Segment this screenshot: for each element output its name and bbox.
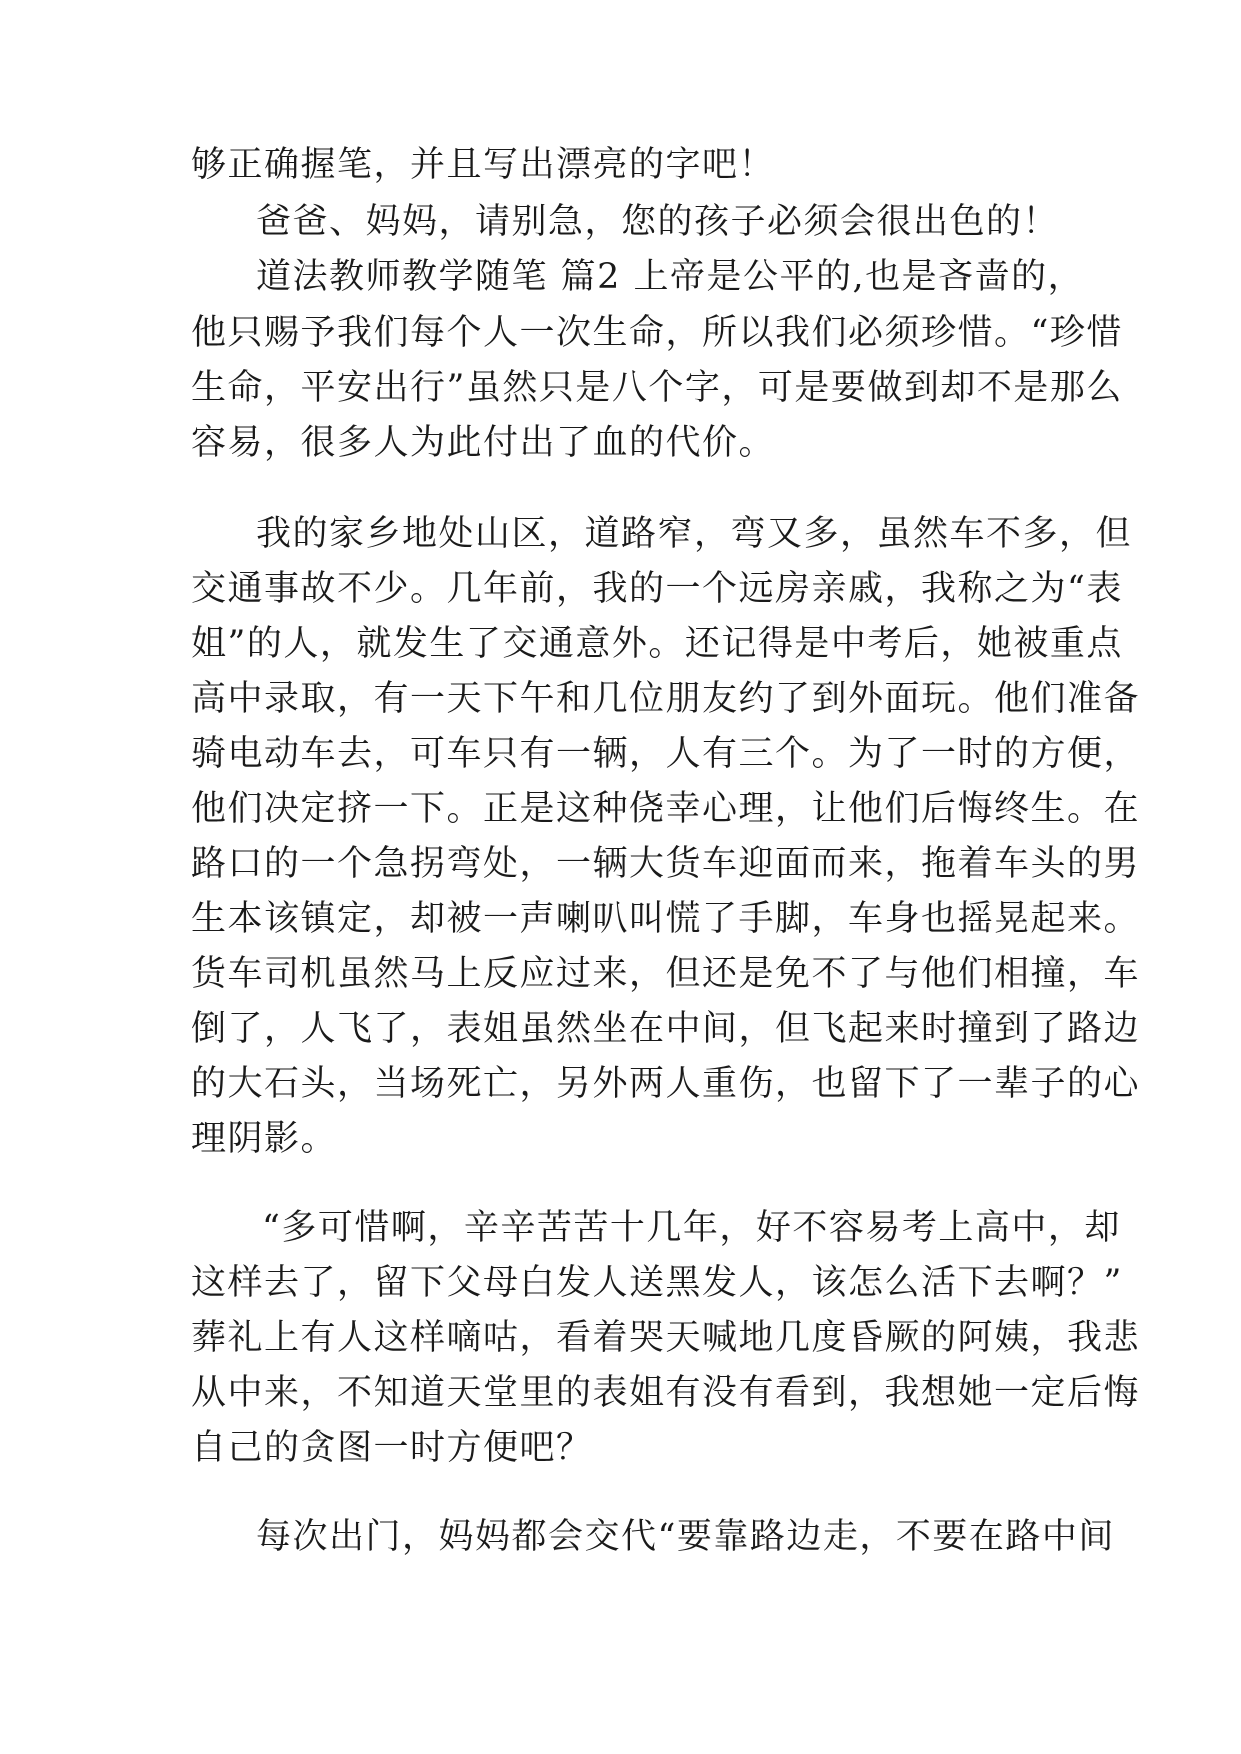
text-line: 交通事故不少。几年前，我的一个远房亲戚，我称之为“表 xyxy=(191,569,1123,609)
text-line: 货车司机虽然马上反应过来，但还是免不了与他们相撞，车 xyxy=(191,954,1141,994)
text-line: 葬礼上有人这样嘀咕，看着哭天喊地几度昏厥的阿姨，我悲 xyxy=(191,1318,1141,1358)
text-line: 骑电动车去，可车只有一辆，人有三个。为了一时的方便， xyxy=(191,734,1141,774)
text-line: 他们决定挤一下。正是这种侥幸心理，让他们后悔终生。在 xyxy=(191,789,1141,829)
text-line: 自己的贪图一时方便吧？ xyxy=(191,1428,593,1468)
text-line: 路口的一个急拐弯处，一辆大货车迎面而来，拖着车头的男 xyxy=(191,844,1141,884)
text-line: 理阴影。 xyxy=(191,1119,338,1159)
text-line: 生命，平安出行”虽然只是八个字，可是要做到却不是那么 xyxy=(191,368,1123,408)
section-heading-line: 道法教师教学随笔 篇2 上帝是公平的,也是吝啬的， xyxy=(256,257,1085,297)
text-line: 容易，很多人为此付出了血的代价。 xyxy=(191,423,776,463)
text-line: 爸爸、妈妈，请别急，您的孩子必须会很出色的！ xyxy=(256,202,1060,242)
text-line: 姐”的人，就发生了交通意外。还记得是中考后，她被重点 xyxy=(191,624,1123,664)
text-line: 高中录取，有一天下午和几位朋友约了到外面玩。他们准备 xyxy=(191,679,1141,719)
text-line: 这样去了，留下父母白发人送黑发人，该怎么活下去啊？” xyxy=(191,1263,1123,1303)
text-line: 每次出门，妈妈都会交代“要靠路边走，不要在路中间 xyxy=(256,1517,1115,1557)
text-line: 我的家乡地处山区，道路窄，弯又多，虽然车不多，但 xyxy=(256,514,1133,554)
text-line: 生本该镇定，却被一声喇叭叫慌了手脚，车身也摇晃起来。 xyxy=(191,899,1141,939)
text-line: 够正确握笔，并且写出漂亮的字吧！ xyxy=(191,145,776,185)
text-line: 的大石头，当场死亡，另外两人重伤，也留下了一辈子的心 xyxy=(191,1064,1141,1104)
text-line: 从中来，不知道天堂里的表姐有没有看到，我想她一定后悔 xyxy=(191,1373,1141,1413)
text-line: “多可惜啊，辛辛苦苦十几年，好不容易考上高中，却 xyxy=(262,1208,1121,1248)
text-line: 他只赐予我们每个人一次生命，所以我们必须珍惜。“珍惜 xyxy=(191,313,1123,353)
text-line: 倒了，人飞了，表姐虽然坐在中间，但飞起来时撞到了路边 xyxy=(191,1009,1141,1049)
